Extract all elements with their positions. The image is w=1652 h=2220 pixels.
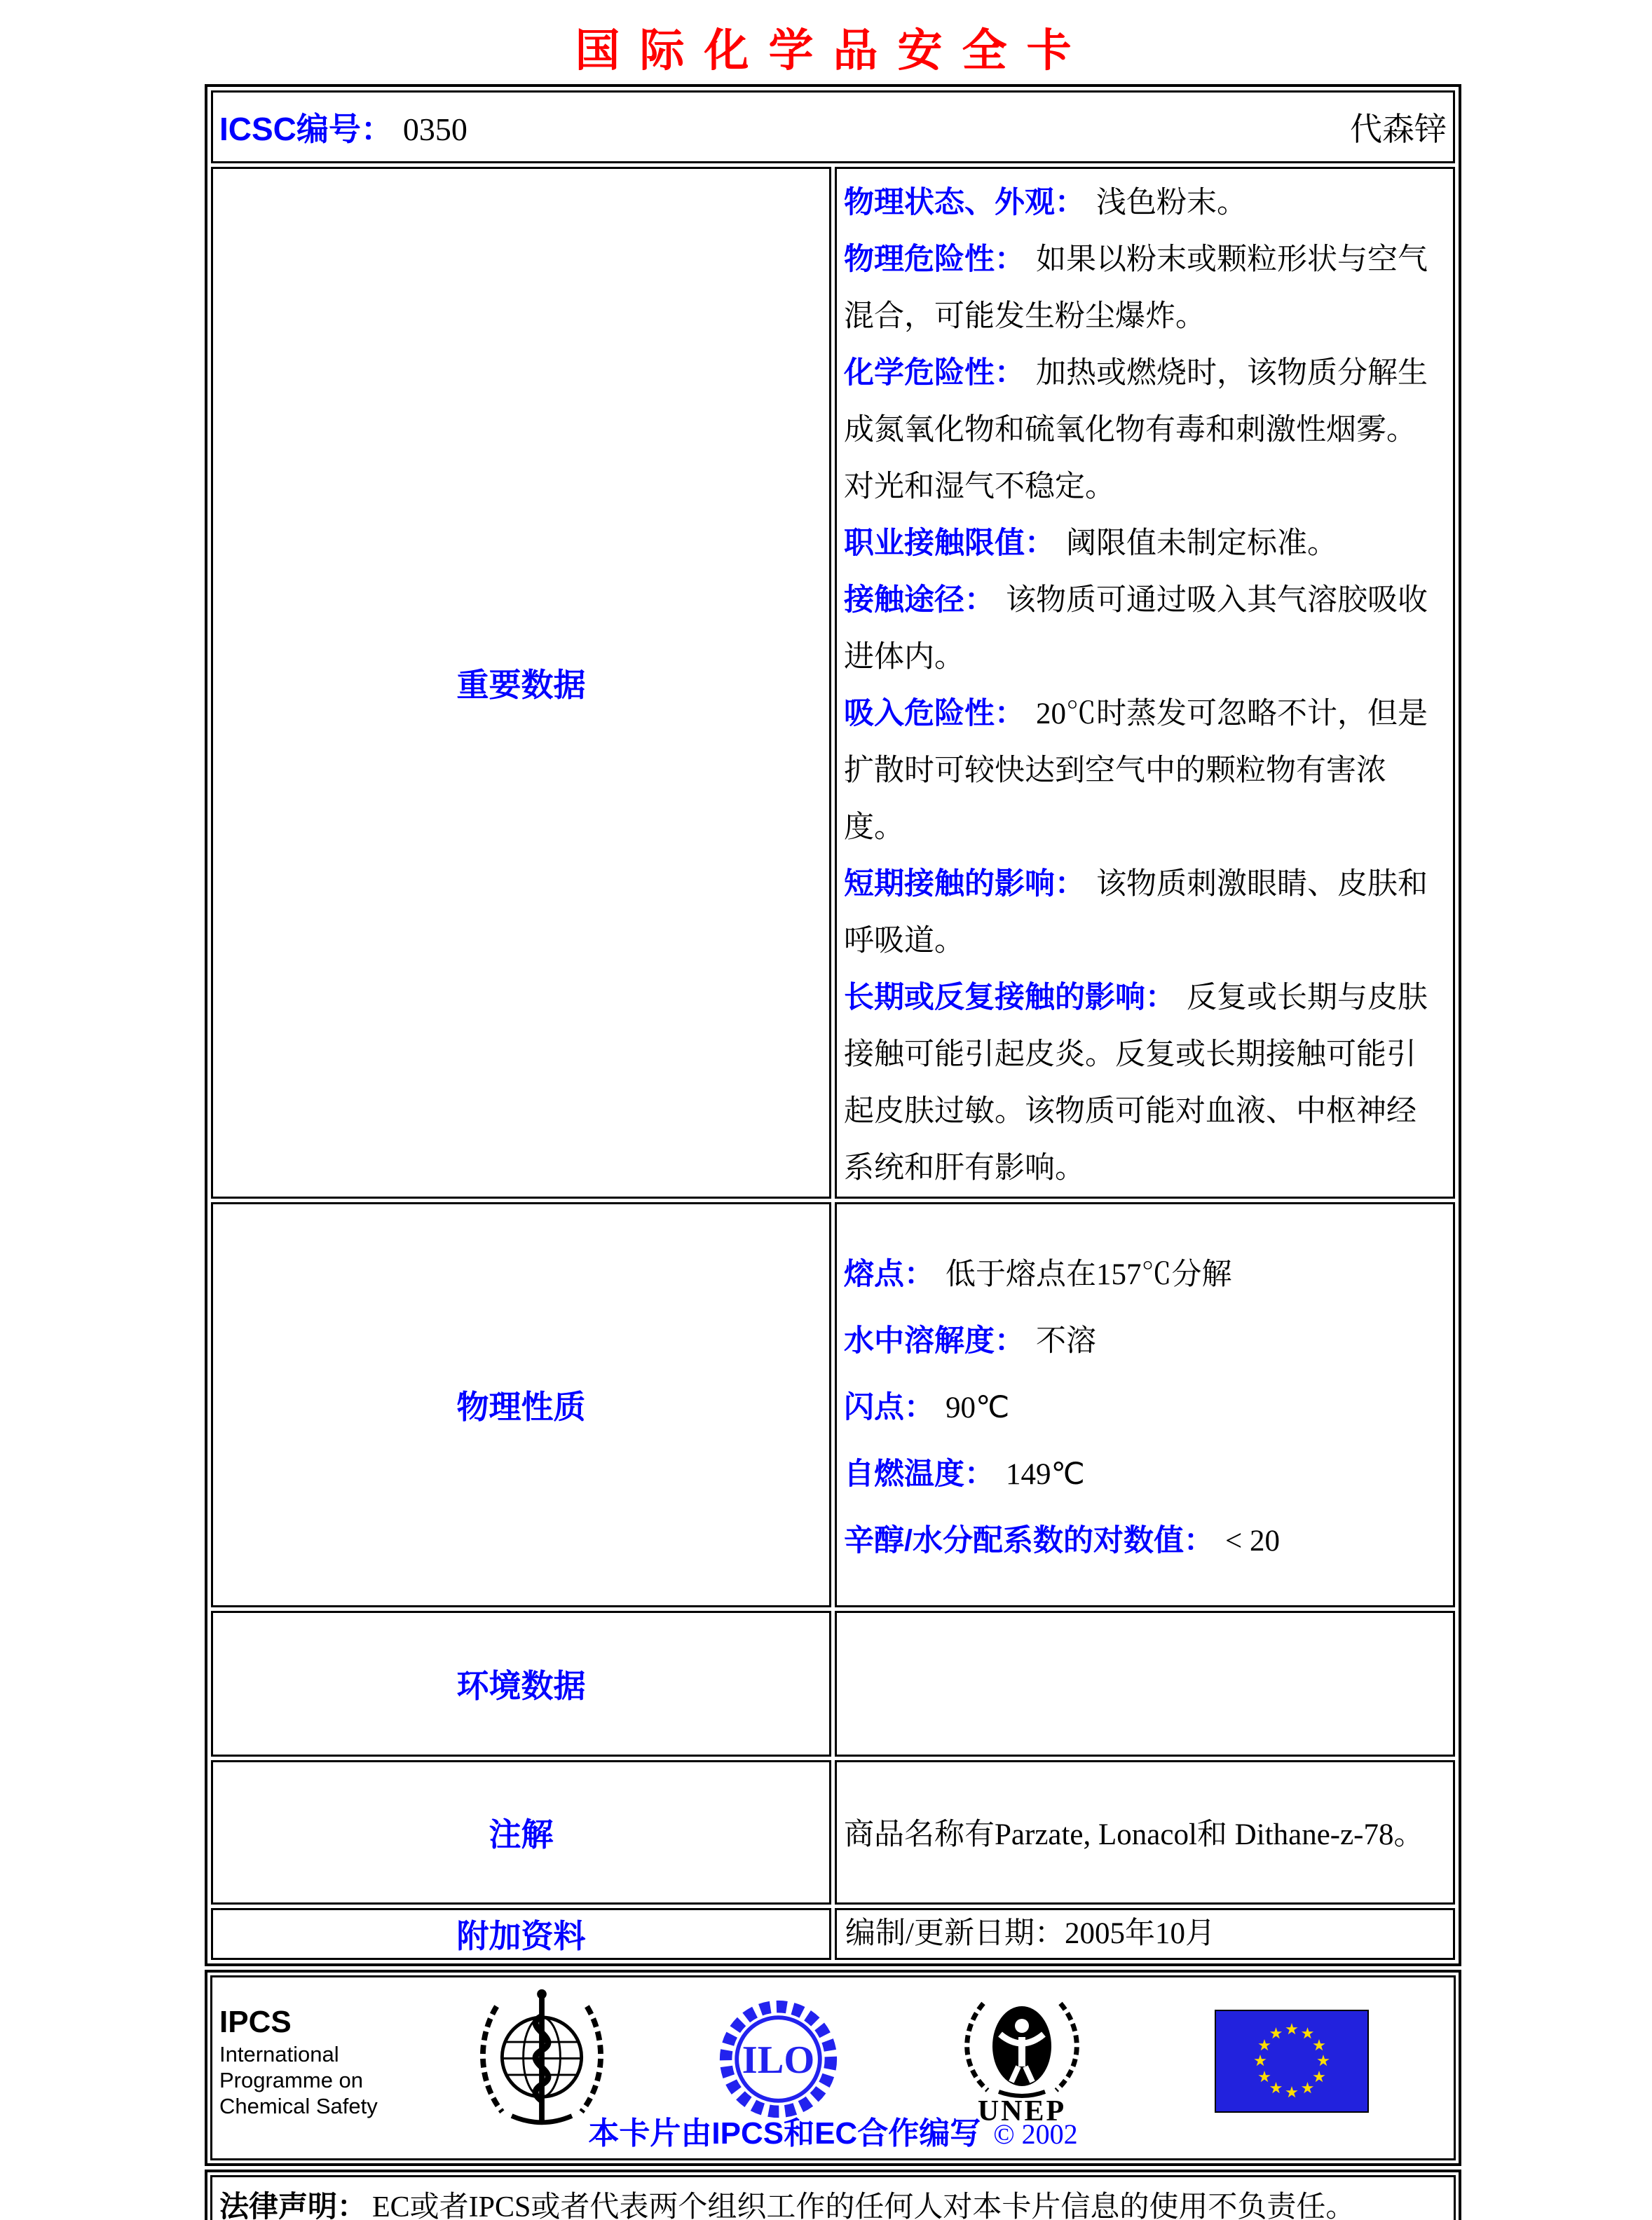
property-value: 该物质刺激眼睛、皮肤和呼吸道。 xyxy=(844,868,1428,958)
ipcs-subtitle-line: Chemical Safety xyxy=(219,2093,378,2118)
property-key: 短期接触的影响： xyxy=(844,867,1085,901)
property-key: 接触途径： xyxy=(844,583,995,617)
section-row-environmental-data xyxy=(211,1611,1455,1757)
property-value: 低于熔点在157℃分解 xyxy=(946,1258,1232,1291)
property-line xyxy=(844,1308,1445,1375)
property-line xyxy=(844,1508,1445,1574)
section-label-environmental-data: 环境数据 xyxy=(211,1611,831,1757)
unep-logo-text: UNEP xyxy=(977,2095,1067,2127)
page-title: 国际化学品安全卡 xyxy=(575,26,1091,76)
property-line xyxy=(844,515,1445,572)
property-value: 阈限值未制定标准。 xyxy=(1066,527,1337,560)
credit-text: 本卡片由IPCS和EC合作编写 xyxy=(588,2116,981,2151)
property-key: 物理危险性： xyxy=(844,243,1025,276)
property-line xyxy=(844,1375,1445,1441)
property-value: 149℃ xyxy=(1006,1457,1085,1491)
section-row-additional-information xyxy=(211,1908,1455,1960)
property-key: 辛醇/水分配系数的对数值： xyxy=(844,1523,1214,1558)
section-content-additional-information xyxy=(835,1908,1455,1960)
property-key: 自燃温度： xyxy=(844,1457,995,1491)
property-key: 职业接触限值： xyxy=(844,526,1055,560)
property-key: 熔点： xyxy=(844,1257,934,1291)
property-key: 吸入危险性： xyxy=(844,697,1025,730)
property-line xyxy=(844,856,1445,969)
section-content-physical-properties xyxy=(835,1202,1455,1607)
property-value: < 20 xyxy=(1224,1524,1280,1558)
section-row-important-data xyxy=(211,167,1455,1199)
ilo-logo-text: ILO xyxy=(742,2038,815,2082)
property-value: 反复或长期与皮肤接触可能引起皮炎。反复或长期接触可能引起皮肤过敏。该物质可能对血液、中枢神经系统和肝有影响。 xyxy=(844,981,1428,1185)
property-key: 物理状态、外观： xyxy=(844,186,1085,219)
section-row-notes xyxy=(211,1760,1455,1905)
property-value: 20℃时蒸发可忽略不计，但是扩散时可较快达到空气中的颗粒物有害浓度。 xyxy=(844,697,1428,844)
legal-label: 法律声明： xyxy=(219,2190,367,2220)
icsc-number-label: ICSC编号： xyxy=(219,111,393,147)
property-line xyxy=(844,345,1445,515)
legal-box-inner xyxy=(210,2175,1456,2220)
section-row-physical-properties xyxy=(211,1202,1455,1607)
section-content-notes xyxy=(835,1760,1455,1905)
eu-flag-icon xyxy=(1215,2010,1369,2113)
card-sheet xyxy=(205,24,1461,2220)
property-value: 该物质可通过吸入其气溶胶吸收进体内。 xyxy=(844,584,1428,674)
section-label-physical-properties: 物理性质 xyxy=(211,1202,831,1607)
property-line xyxy=(844,1241,1445,1308)
property-key: 化学危险性： xyxy=(844,356,1025,390)
property-line xyxy=(844,175,1445,231)
legal-box xyxy=(205,2170,1461,2220)
ipcs-subtitle-line: Programme on xyxy=(219,2067,364,2092)
update-date-line: 编制/更新日期：2005年10月 xyxy=(845,1917,1215,1950)
icsc-number-group xyxy=(219,104,467,150)
header-cell xyxy=(211,90,1455,163)
section-label-important-data: 重要数据 xyxy=(211,167,831,1199)
icsc-number-value: 0350 xyxy=(402,111,467,147)
legal-text: EC或者IPCS或者代表两个组织工作的任何人对本卡片信息的使用不负责任。 xyxy=(372,2191,1356,2220)
property-value: 如果以粉末或颗粒形状与空气混合，可能发生粉尘爆炸。 xyxy=(844,243,1428,333)
property-key: 水中溶解度： xyxy=(844,1323,1025,1358)
section-label-additional-information: 附加资料 xyxy=(211,1908,831,1960)
property-value: 加热或燃烧时，该物质分解生成氮氧化物和硫氧化物有毒和刺激性烟雾。对光和湿气不稳定。 xyxy=(844,357,1428,503)
credit-line xyxy=(212,2108,1454,2153)
property-value: 90℃ xyxy=(946,1391,1010,1424)
property-line xyxy=(844,572,1445,686)
icsc-table xyxy=(205,84,1461,1966)
organizations-box-inner xyxy=(210,1975,1456,2160)
header-row xyxy=(211,90,1455,163)
ipcs-text-block xyxy=(219,2003,405,2119)
ipcs-subtitle-line: International xyxy=(219,2041,339,2066)
notes-line: 商品名称有Parzate, Lonacol和 Dithane-z-78。 xyxy=(844,1818,1424,1851)
ipcs-title: IPCS xyxy=(219,2004,292,2039)
property-key: 闪点： xyxy=(844,1390,934,1424)
header-content xyxy=(214,104,1452,150)
property-line xyxy=(844,969,1445,1197)
property-line xyxy=(844,686,1445,856)
property-value: 浅色粉末。 xyxy=(1096,186,1247,219)
ilo-logo-icon xyxy=(717,1998,840,2124)
section-label-notes: 注解 xyxy=(211,1760,831,1905)
section-content-important-data xyxy=(835,167,1455,1199)
organizations-box xyxy=(205,1970,1461,2166)
credit-year: © 2002 xyxy=(993,2118,1078,2150)
section-content-environmental-data xyxy=(835,1611,1455,1757)
property-line xyxy=(844,231,1445,345)
property-key: 长期或反复接触的影响： xyxy=(844,981,1175,1014)
chemical-name: 代森锌 xyxy=(1350,111,1447,147)
property-value: 不溶 xyxy=(1036,1324,1096,1358)
property-line xyxy=(844,1441,1445,1508)
